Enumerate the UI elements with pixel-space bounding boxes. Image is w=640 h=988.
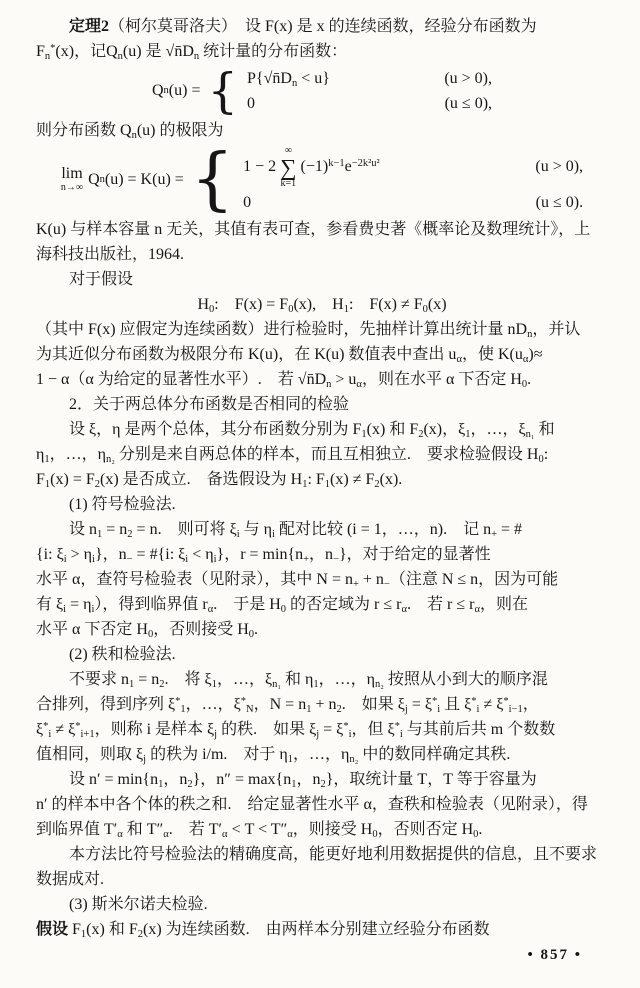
cases-brace: { [207,63,239,119]
formula-lhs: lim n→∞ Q n (u) = K(u) = [60,165,184,194]
text-line: 设 $n_1 = n_2 = n$. 则可将 $\xi_i$ 与 $\eta_i$ 配对比较 (i = 1，…，n). 记 $n_+$ = # [69,521,523,540]
text-line: K(u) 与样本容量 n 无关，其值有表可查，参看费史著《概率论及数理统计》，上 [36,221,591,238]
text-line: 定理2（柯尔莫哥洛夫） 设 F(x) 是 x 的连续函数，经验分布函数为 [69,18,537,35]
case-condition: (u ≤ 0), [444,94,493,112]
cases-body [247,66,492,116]
text-line: 设 ξ，η 是两个总体，其分布函数分别为 $F_1(x)$ 和 $F_2(x)$，$\xi_1$，…，$\xi_{n_1}$ 和 [69,421,555,440]
text-line: (3) 斯米尔诺夫检验. [69,896,208,913]
summation-operator: ∞ ∑ k=1 [280,144,297,189]
text-line: 海科技出版社，1964. [36,246,185,263]
text-body [36,14,608,942]
case-condition: (u > 0), [444,69,493,87]
text-line: n′ 的样本中各个体的秩之和. 给定显著性水平 α，查秩和检验表（见附录），得 [36,796,588,813]
text-line: $\xi^*_i \ne \xi^*_{i+1}$，则称 i 是样本 $\xi_j$ 的秩. 如果 $\xi_j = \xi^*_i$，但 $\xi^*_i$ 与其前后共 m 个数数 [36,721,556,740]
case-condition: (u ≤ 0). [535,194,584,211]
text-line: 假设 $F_1(x)$ 和 $F_2(x)$ 为连续函数. 由两样本分别建立经验分布函数 [36,921,490,940]
text-line: (2) 秩和检验法. [69,646,176,663]
text-line: （其中 F(x) 应假定为连续函数）进行检验时，先抽样计算出统计量 $nD_n$，并认 [36,321,581,340]
case-expression: 1 − 2 ∞ ∑ k=1 $(-1)^{k-1}e^{-2k^2u^2}$ [243,144,380,189]
text-line: 数据成对. [36,871,105,888]
text-line: 到临界值 $T'_\alpha$ 和 $T''_\alpha$. 若 $T'_\alpha < T < T''_\alpha$，则接受 $H_0$，否则否定 $H_0$. [36,821,483,840]
case-condition: (u > 0), [535,158,584,175]
case-expression: 0 [247,94,256,112]
text-line: (1) 符号检验法. [69,496,176,513]
display-formula-f1 [36,64,608,118]
limit-operator: lim n→∞ [60,165,84,194]
text-line: 对于假设 [69,271,134,288]
case-row [247,91,492,116]
text-line: 为其近似分布函数为极限分布 K(u)，在 K(u) 数值表中查出 $u_\alpha$，使 $K(u_\alpha)\approx$ [36,346,543,365]
page-number: • 857 • [527,947,582,963]
text-line: 不要求 $n_1 = n_2$. 将 $\xi_1$，…，$\xi_{n_1}$ 和 $\eta_1$，…，$\eta_{n_2}$ 按照从小到大的顺序混 [69,671,548,690]
cases-brace: { [190,140,235,219]
text-line: 设 $n' = \min\{n_1$，$n_2$}，$n'' = \max\{n_1$，$n_2$}，取统计量 T，T 等于容量为 [69,771,537,790]
case-expression: 0 [243,194,252,211]
formula-line: $H_0$: $F(x) = F_0(x)$, $H_1$: $F(x) \ne F_0(x)$ [197,296,447,315]
case-expression: $P\{√n̄D_n < u\}$ [247,69,330,89]
text-line: 水平 α 下否定 $H_0$，否则接受 $H_0$. [36,621,259,640]
formula-lhs: Q n (u) = [151,82,201,99]
text-line: $F_1(x) = F_2(x)$ 是否成立. 备选假设为 $H_1$: $F_1(x) \ne F_2(x)$. [36,471,403,490]
cases-body [243,144,583,216]
text-line: $\eta_1$，…，$\eta_{n_2}$ 分别是来自两总体的样本，而且互相独立. 要求检验假设 $H_0$: [36,446,549,465]
text-line: 有 $\xi_i = \eta_i$），得到临界值 $r_\alpha$. 于是 $H_0$ 的否定域为 $r \le r_\alpha$. 若 $r \le r_\alpha$，则在 [36,596,528,615]
text-line: $F_n^*(x)$，记$Q_n(u)$ 是 $√n̄D_n$ 统计量的分布函数： [36,43,348,62]
case-row [247,66,492,91]
text-line: 值相同，则取 $\xi_j$ 的秩为 i/m. 对于 $\eta_1$，…，$\eta_{n_2}$ 中的数同样确定其秩. [36,746,511,765]
display-formula-f2 [36,140,608,219]
text-line: 水平 α，查符号检验表（见附录），其中 $N = n_+ + n_-$（注意 N ≤ n，因为可能 [36,571,559,590]
text-line: {i: $\xi_i > \eta_i$}，$n_-$ = #{i: $\xi_i < \eta_i$}，$r = \min\{n_+$，$n_-$}，对于给定的显著性 [36,546,491,565]
text-line: 1 − α（α 为给定的显著性水平）. 若 $√n̄D_n > u_\alpha$，则在水平 α 下否定 $H_0$. [36,371,532,390]
text-line: 合排列，得到序列 $\xi^*_1$，…，$\xi^*_N$，$N = n_1 + n_2$. 如果 $\xi_j = \xi^*_i$ 且 $\xi^*_i \ne \xi^*_{i-1}$， [36,696,539,715]
text-line: 则分布函数 $Q_n(u)$ 的极限为 [36,122,224,141]
text-line: 本方法比符号检验法的精确度高，能更好地利用数据提供的信息，且不要求 [69,846,598,863]
case-row [243,190,583,216]
text-line: 2．关于两总体分布函数是否相同的检验 [69,396,350,413]
case-row [243,144,583,190]
